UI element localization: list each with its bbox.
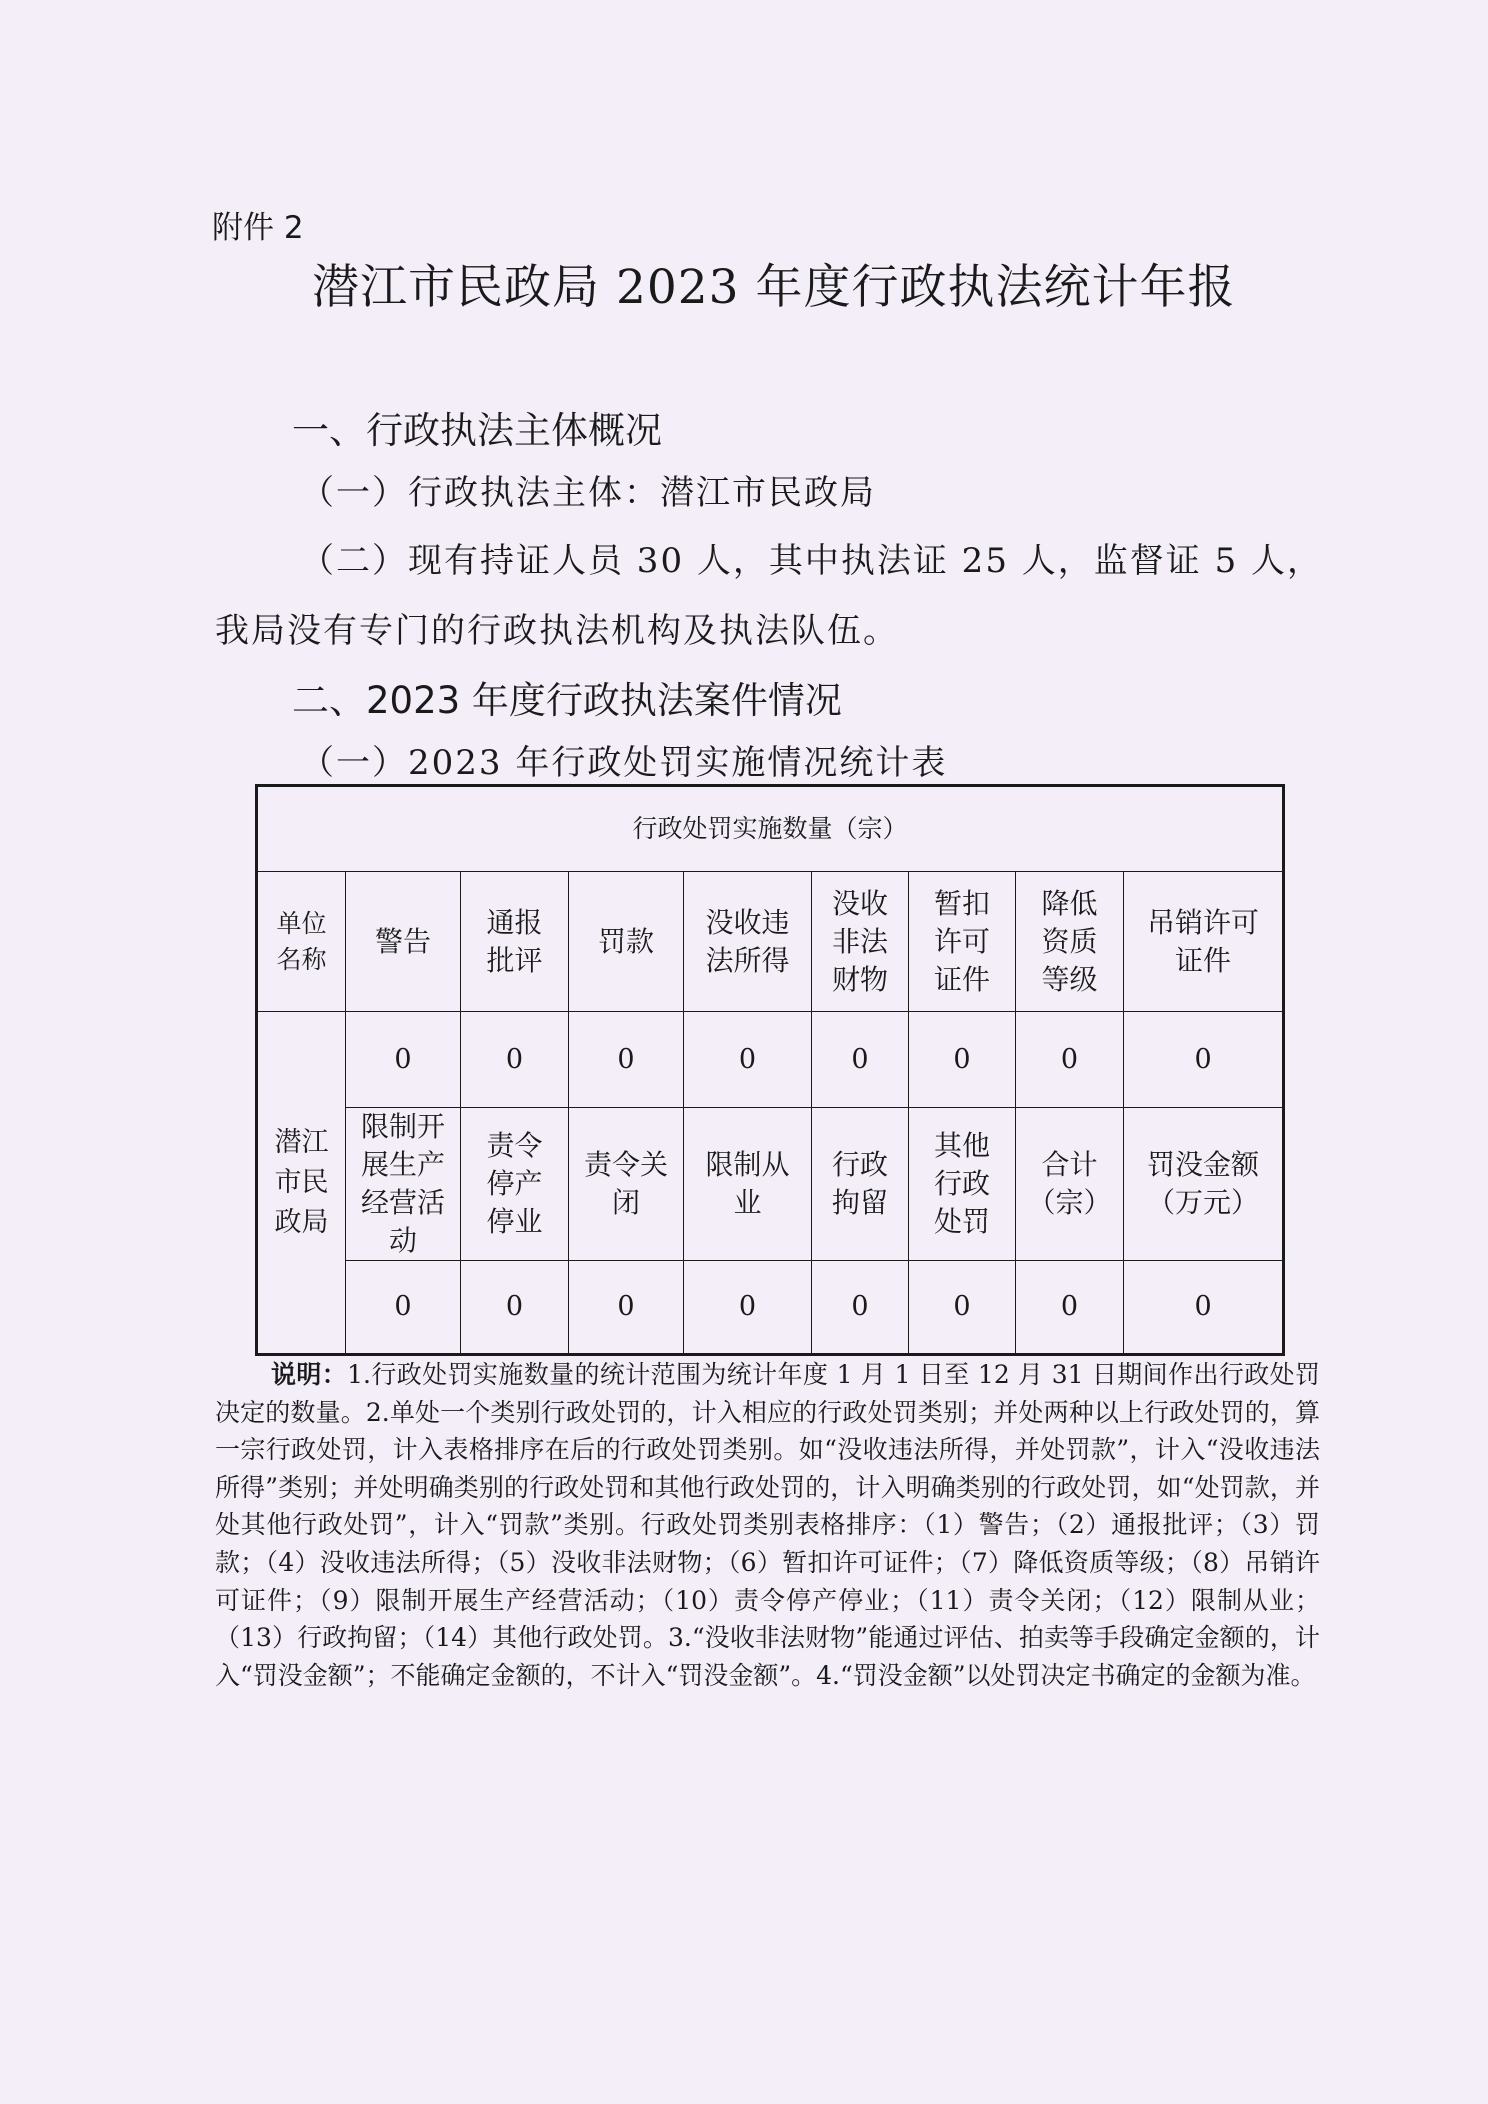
header-cell [1016,1108,1124,1261]
value-cell: 0 [812,1012,909,1108]
header-text: 行政 拘留 [831,1148,888,1219]
penalty-statistics-table [255,784,1285,1356]
header-cell [1016,872,1124,1012]
header-cell [569,872,684,1012]
note-text: 1.行政处罚实施数量的统计范围为统计年度 1 月 1 日至 12 月 31 日期间作出行政处罚决定的数量。2.单处一个类别行政处罚的，计入相应的行政处罚类别；并处两种以上行政处罚的，算一宗行政处罚，计入表格排序在后的行政处罚类别。如“没收违法所得，并处罚款”，计入“没收违法所得”类别；并处明确类别的行政处罚和其他行政处罚的，计入明确类别的行政处罚，如“处罚款，并处其他行政处罚”，计入“罚款”类别。行政处罚类别表格排序：（1）警告；（2）通报批评；（3）罚款；（4）没收违法所得；（5）没收非法财物；（6）暂扣许可证件；（7）降低资质等级；（8）吊销许可证件；（9）限制开展生产经营活动；（10）责令停产停业；（11）责令关闭；（12）限制从业；（13）行政拘留；（14）其他行政处罚。3.“没收非法财物”能通过评估、拍卖等手段确定金额的，计入“罚没金额”；不能确定金额的，不计入“罚没金额”。4.“罚没金额”以处罚决定书确定的金额为准。 [215,1360,1320,1690]
header-cell [1124,872,1284,1012]
header-text: 限制从 业 [705,1148,790,1219]
value-cell: 0 [569,1012,684,1108]
value-cell: 0 [1124,1012,1284,1108]
unit-name-text: 潜江 市民 政局 [274,1126,329,1238]
value-cell: 0 [684,1012,812,1108]
header-cell [461,1108,569,1261]
value-cell: 0 [346,1261,461,1355]
header-cell [909,1108,1016,1261]
value-cell: 0 [812,1261,909,1355]
header-cell [684,872,812,1012]
header-text: 通报 批评 [486,905,543,977]
header-cell [1124,1108,1284,1261]
value-cell: 0 [461,1012,569,1108]
header-cell [346,1108,461,1261]
section-1-heading: 一、行政执法主体概况 [292,409,662,452]
header-text: 暂扣 许可 证件 [933,886,990,996]
header-text: 罚没金额 （万元） [1147,1148,1260,1219]
header-cell [684,1108,812,1261]
header-text: 没收 非法 财物 [831,886,888,996]
header-text: 责令 停产 停业 [486,1129,543,1238]
header-text: 合计 （宗） [1027,1148,1112,1219]
value-cell: 0 [684,1261,812,1355]
header-text: 其他 行政 处罚 [933,1129,990,1238]
unit-header-text: 单位 名称 [276,908,327,974]
value-cell: 0 [1124,1261,1284,1355]
value-cell: 0 [346,1012,461,1108]
header-cell [346,872,461,1012]
unit-name-cell [257,1012,346,1355]
header-text: 限制开 展生产 经营活 动 [360,1110,445,1257]
header-text: 罚款 [597,924,654,958]
header-cell [569,1108,684,1261]
section-1-item-2-line-2: 我局没有专门的行政执法机构及执法队伍。 [215,611,899,651]
note-label: 说明： [271,1360,348,1389]
value-cell: 0 [461,1261,569,1355]
unit-header [257,872,346,1012]
table-note [215,1356,1320,1694]
header-cell [812,1108,909,1261]
header-text: 警告 [374,924,431,958]
document-title: 潜江市民政局 2023 年度行政执法统计年报 [312,260,1236,315]
header-cell [909,872,1016,1012]
header-cell [812,872,909,1012]
attachment-label: 附件 2 [212,210,304,246]
section-2-heading: 二、2023 年度行政执法案件情况 [292,679,842,722]
value-cell: 0 [1016,1261,1124,1355]
value-cell: 0 [909,1012,1016,1108]
section-1-item-2-line-1: （二）现有持证人员 30 人，其中执法证 25 人，监督证 5 人， [300,541,1324,581]
value-cell: 0 [1016,1012,1124,1108]
header-cell [461,872,569,1012]
value-cell: 0 [569,1261,684,1355]
header-text: 责令关 闭 [583,1148,668,1219]
section-2-sub-1: （一）2023 年行政处罚实施情况统计表 [300,743,948,783]
section-1-item-1: （一）行政执法主体：潜江市民政局 [300,473,876,513]
header-text: 没收违 法所得 [705,905,790,977]
header-text: 降低 资质 等级 [1041,886,1098,996]
value-cell: 0 [909,1261,1016,1355]
table-caption: 行政处罚实施数量（宗） [257,786,1284,872]
header-text: 吊销许可 证件 [1147,905,1260,977]
